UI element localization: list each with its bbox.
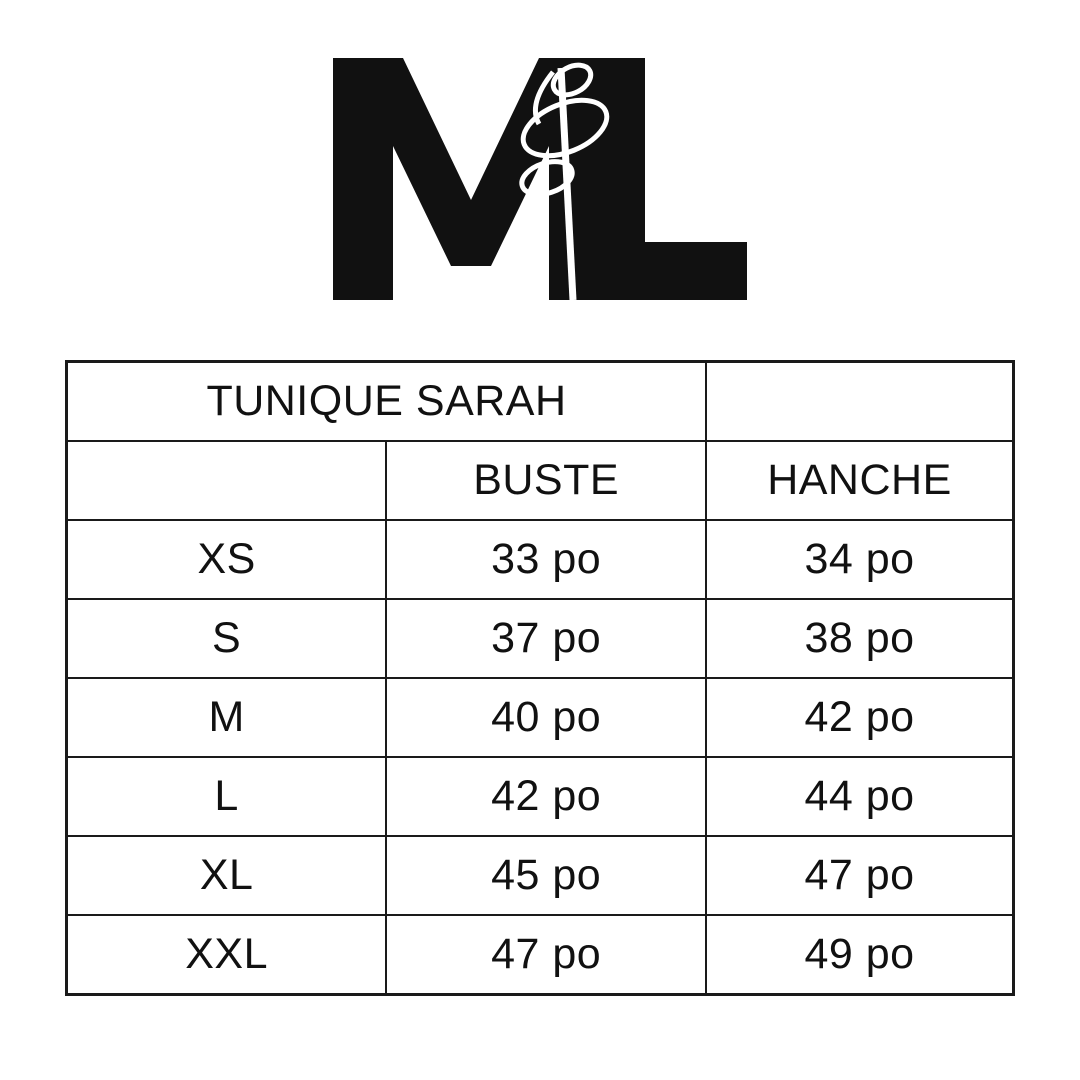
table-row — [67, 757, 1014, 836]
cell-size: XS — [67, 520, 387, 599]
cell-buste: 42 po — [386, 757, 706, 836]
table-row — [67, 520, 1014, 599]
ml-monogram-icon — [325, 50, 755, 310]
cell-hanche: 42 po — [706, 678, 1014, 757]
cell-hanche: 38 po — [706, 599, 1014, 678]
header-size — [67, 441, 387, 520]
header-hanche: HANCHE — [706, 441, 1014, 520]
cell-hanche: 49 po — [706, 915, 1014, 995]
size-chart-table — [65, 360, 1015, 996]
cell-buste: 40 po — [386, 678, 706, 757]
cell-buste: 45 po — [386, 836, 706, 915]
table-header-row — [67, 441, 1014, 520]
table-row — [67, 678, 1014, 757]
cell-size: L — [67, 757, 387, 836]
table-title: TUNIQUE SARAH — [67, 362, 707, 442]
cell-size: XXL — [67, 915, 387, 995]
cell-buste: 47 po — [386, 915, 706, 995]
cell-hanche: 34 po — [706, 520, 1014, 599]
table-row — [67, 599, 1014, 678]
cell-buste: 37 po — [386, 599, 706, 678]
table-title-row — [67, 362, 1014, 442]
cell-hanche: 44 po — [706, 757, 1014, 836]
table-row — [67, 836, 1014, 915]
header-buste: BUSTE — [386, 441, 706, 520]
cell-hanche: 47 po — [706, 836, 1014, 915]
brand-logo — [0, 0, 1080, 360]
cell-size: S — [67, 599, 387, 678]
cell-buste: 33 po — [386, 520, 706, 599]
title-row-spacer — [706, 362, 1014, 442]
cell-size: M — [67, 678, 387, 757]
table-row — [67, 915, 1014, 995]
cell-size: XL — [67, 836, 387, 915]
